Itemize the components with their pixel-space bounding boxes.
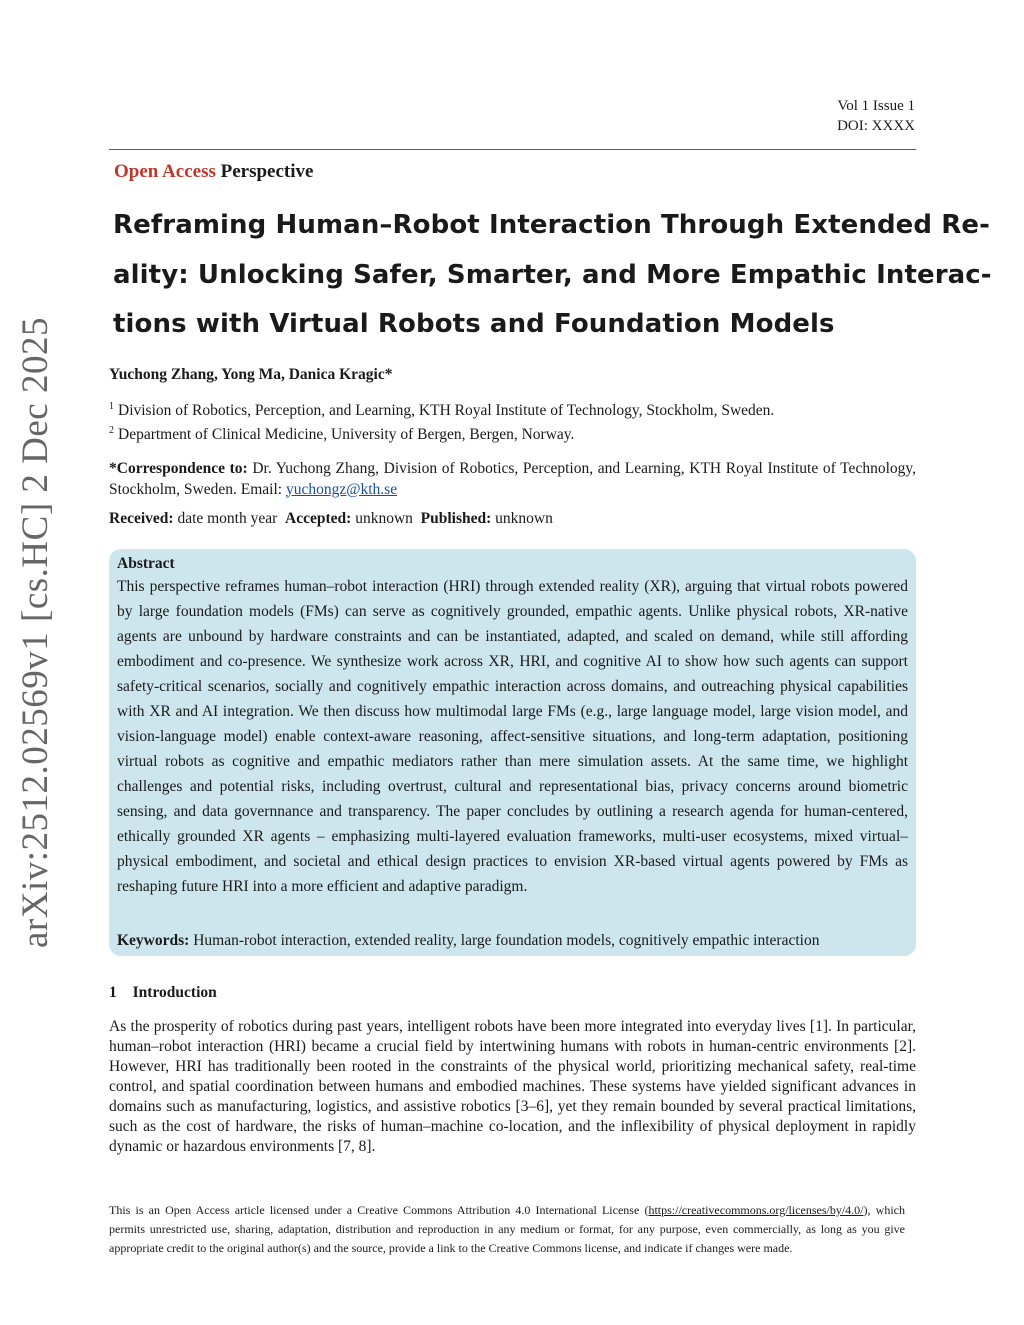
license-footer: [109, 1201, 905, 1259]
affiliation-number: 2: [109, 424, 114, 436]
title-line: ality: Unlocking Safer, Smarter, and More Empathic Interac-: [113, 259, 992, 290]
section-heading: [109, 984, 217, 1002]
author-list: Yuchong Zhang, Yong Ma, Danica Kragic*: [109, 366, 393, 383]
email-link[interactable]: yuchongz@kth.se: [285, 480, 398, 498]
paper-title: [113, 201, 992, 350]
article-type: [114, 161, 313, 183]
keywords: [117, 932, 819, 950]
correspondence-label: *Correspondence to:: [109, 460, 248, 477]
affiliations: [109, 397, 774, 444]
keywords-text: Human-robot interaction, extended reality, large foundation models, cognitively empathic interaction: [193, 932, 820, 949]
received-label: Received:: [109, 510, 174, 527]
abstract-box: [109, 549, 916, 956]
arxiv-stamp: arXiv:2512.02569v1 [cs.HC] 2 Dec 2025: [15, 317, 56, 948]
license-text-after: ), which permits unrestricted use, sharing, adaptation, distribution and reproduction in any medium or format, for any purpose, even commercially, as long as you give appropriate credit to the original author(s) and the source, provide a link to the Creative Commons license, and indicate if changes were made.: [109, 1203, 905, 1256]
keywords-label: Keywords:: [117, 932, 190, 949]
correspondence-text: Dr. Yuchong Zhang, Division of Robotics, Perception, and Learning, KTH Royal Institute of Technology, Stockholm, Sweden. Email:: [109, 460, 916, 498]
affiliation-item: [109, 421, 774, 445]
introduction-paragraph: As the prosperity of robotics during past years, intelligent robots have been more integrated into everyday lives [1]. In particular, human–robot interaction (HRI) became a crucial field by intertwining humans with robots in human-centric environments [2]. However, HRI has traditionally been rooted in the constraints of the physical world, prioritizing mechanical safety, real-time control, and spatial coordination between humans and embodied machines. These systems have yielded significant advances in domains such as manufacturing, logistics, and assistive robotics [3–6], yet they remain bounded by several practical limitations, such as the cost of hardware, the risks of human–machine co-location, and the inflexibility of physical deployment in rapidly dynamic or hazardous environments [7, 8].: [109, 1018, 916, 1155]
affiliation-number: 1: [109, 401, 114, 412]
article-kind: Perspective: [220, 161, 314, 182]
correspondence: [109, 459, 916, 500]
open-access-label: Open Access: [114, 161, 216, 182]
title-line: tions with Virtual Robots and Foundation Models: [113, 309, 835, 339]
abstract-text: This perspective reframes human–robot interaction (HRI) through extended reality (XR), arguing that virtual robots powered by large foundation models (FMs) can serve as cognitively grounded, empathic agents. Unlike physical robots, XR-native agents are unbound by hardware constraints and can be instantiated, adapted, and scaled on demand, while still affording embodiment and co-presence. We synthesize work across XR, HRI, and cognitive AI to show how such agents can support safety-critical scenarios, socially and cognitively empathic interaction across domains, and outreaching physical capabilities with XR and AI integration. We then discuss how multimodal large FMs (e.g., large language model, large vision model, and vision-language model) enable context-aware reasoning, affect-sensitive situations, and long-term adaptation, positioning virtual robots as cognitive and empathic mediators rather than mere simulation assets. At the same time, we highlight challenges and potential risks, including overtrust, cultural and representational bias, privacy concerns around biometric sensing, and data governnance and transparency. The paper concludes by outlining a research agenda for human-centered, ethically grounded XR agents – emphasizing multi-layered evaluation frameworks, multi-user ecosystems, mixed virtual–physical embodiment, and societal and ethical design practices to envision XR-based virtual agents powered by FMs as reshaping future HRI into a more efficient and adaptive paradigm.: [117, 578, 908, 895]
affiliation-text: Division of Robotics, Perception, and Learning, KTH Royal Institute of Technology, Stockholm, Sweden.: [118, 402, 775, 419]
title-line: Reframing Human–Robot Interaction Through Extended Re-: [113, 210, 991, 240]
affiliation-text: Department of Clinical Medicine, University of Bergen, Bergen, Norway.: [118, 425, 575, 443]
section-title: Introduction: [132, 984, 217, 1001]
journal-info: [837, 96, 915, 136]
published-label: Published:: [420, 510, 492, 527]
license-link[interactable]: https://creativecommons.org/licenses/by/4.0/: [648, 1203, 864, 1217]
header-rule: [109, 149, 916, 150]
doi: DOI: XXXX: [837, 118, 915, 134]
published-value: unknown: [495, 510, 553, 527]
accepted-value: unknown: [355, 510, 413, 527]
affiliation-item: [109, 397, 774, 421]
license-text-before: This is an Open Access article licensed under a Creative Commons Attribution 4.0 International License (: [109, 1203, 649, 1217]
section-number: 1: [109, 984, 117, 1001]
volume-issue: Vol 1 Issue 1: [837, 98, 915, 114]
abstract-heading: Abstract: [117, 555, 175, 572]
accepted-label: Accepted:: [285, 510, 352, 527]
publication-dates: [109, 510, 553, 528]
received-value: date month year: [177, 510, 278, 527]
